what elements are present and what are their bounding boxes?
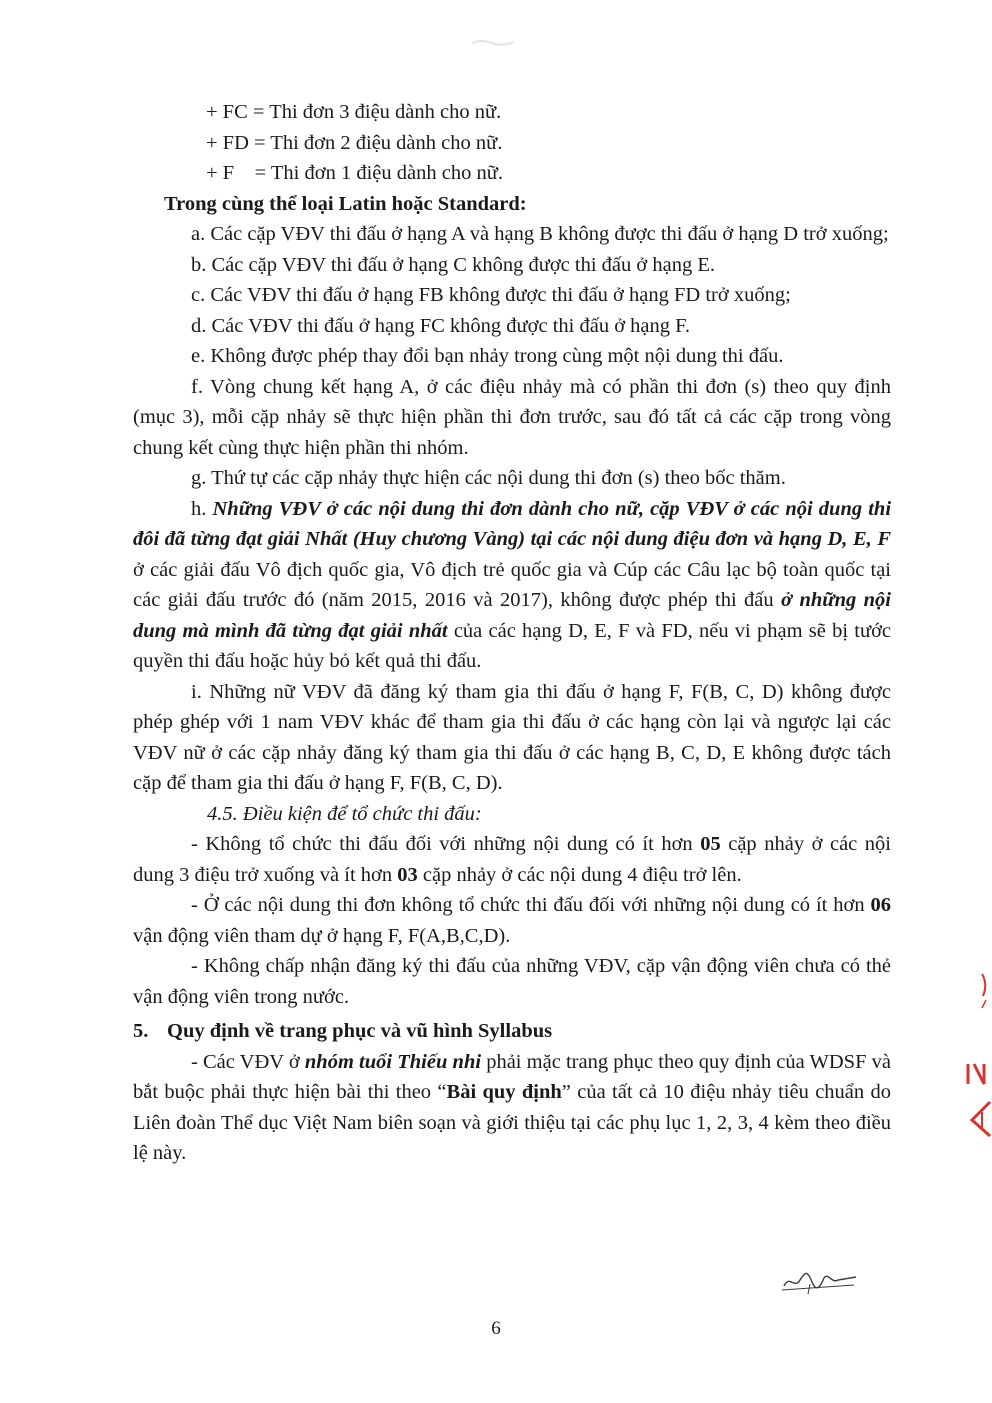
text-run: - Các VĐV ở xyxy=(191,1050,305,1073)
page-content xyxy=(133,97,891,1169)
prescribed-routine-emphasis: Bài quy định xyxy=(446,1081,562,1103)
text-run: cặp nhảy ở các nội dung 3 điệu trở xuống và ít hơn xyxy=(133,833,891,886)
rule-h-text-1: ở các giải đấu Vô địch quốc gia, Vô địch trẻ quốc gia và Cúp các Câu lạc bộ toàn quốc tại các giải đấu trước đó (năm 2015, 2016 và 2017), không được phép thi đấu xyxy=(133,558,891,611)
text-run: vận động viên tham dự ở hạng F, F(A,B,C,D). xyxy=(133,924,511,947)
rule-b: b. Các cặp VĐV thi đấu ở hạng C không được thi đấu ở hạng E. xyxy=(191,253,715,276)
age-group-emphasis: nhóm tuổi Thiếu nhi xyxy=(304,1050,482,1073)
line-f: + F = Thi đơn 1 điệu dành cho nữ. xyxy=(206,162,503,184)
min-athletes-06: 06 xyxy=(870,894,891,916)
rules-heading: Trong cùng thể loại Latin hoặc Standard: xyxy=(164,192,527,215)
rule-h-emphasis-2: ở những nội dung mà mình đã từng đạt giải nhất xyxy=(133,589,891,642)
rule-i: i. Những nữ VĐV đã đăng ký tham gia thi đấu ở hạng F, F(B, C, D) không được phép ghép với 1 nam VĐV khác để tham gia thi đấu ở các hạng còn lại và ngược lại các VĐV nữ ở các cặp nhảy đăng ký tham gia thi đấu ở các hạng B, C, D, E không được tách cặp để tham gia thi đấu ở hạng F, F(B, C, D). xyxy=(133,680,891,794)
section-5-number: 5. xyxy=(133,1020,149,1042)
line-fd: + FD = Thi đơn 2 điệu dành cho nữ. xyxy=(206,131,503,154)
line-fc: + FC = Thi đơn 3 điệu dành cho nữ. xyxy=(206,101,502,123)
rule-a: a. Các cặp VĐV thi đấu ở hạng A và hạng B không được thi đấu ở hạng D trở xuống; xyxy=(191,223,889,245)
min-pairs-03: 03 xyxy=(397,863,418,886)
page-number: 6 xyxy=(491,1318,501,1339)
section-4-5-para-3: - Không chấp nhận đăng ký thi đấu của những VĐV, cặp vận động viên chưa có thẻ vận động viên trong nước. xyxy=(133,955,891,1008)
scan-artifact-mark xyxy=(468,35,518,49)
rule-h-prefix: h. xyxy=(191,497,213,520)
rule-c: c. Các VĐV thi đấu ở hạng FB không được thi đấu ở hạng FD trở xuống; xyxy=(191,284,791,306)
section-5-para-1 xyxy=(133,1047,891,1169)
text-run: phải mặc trang phục theo quy định của WDSF và bắt buộc phải thực hiện bài thi theo “ xyxy=(133,1050,891,1103)
rule-h xyxy=(133,494,891,677)
section-4-5-title: 4.5. Điều kiện để tổ chức thi đấu: xyxy=(207,802,482,825)
section-5-title: Quy định về trang phục và vũ hình Syllabus xyxy=(167,1020,553,1042)
rule-g: g. Thứ tự các cặp nhảy thực hiện các nội dung thi đơn (s) theo bốc thăm. xyxy=(191,467,786,489)
text-run: ” của tất cả 10 điệu nhảy tiêu chuẩn do Liên đoàn Thể dục Việt Nam biên soạn và giới thiệu tại các phụ lục 1, 2, 3, 4 kèm theo điều lệ này. xyxy=(133,1081,892,1164)
min-pairs-05: 05 xyxy=(700,833,721,855)
rule-f: f. Vòng chung kết hạng A, ở các điệu nhảy mà có phần thi đơn (s) theo quy định (mục 3), mỗi cặp nhảy sẽ thực hiện phần thi đơn trước, sau đó tất cả các cặp trong vòng chung kết cùng thực hiện phần thi nhóm. xyxy=(133,375,891,459)
section-4-5-para-1 xyxy=(133,829,891,890)
section-5-heading xyxy=(133,1016,891,1047)
rule-e: e. Không được phép thay đổi bạn nhảy trong cùng một nội dung thi đấu. xyxy=(191,345,784,367)
text-run: - Ở các nội dung thi đơn không tổ chức thi đấu đối với những nội dung có ít hơn xyxy=(191,894,871,916)
section-4-5-para-2 xyxy=(133,890,891,951)
rule-h-emphasis-1: Những VĐV ở các nội dung thi đơn dành cho nữ, cặp VĐV ở các nội dung thi đôi đã từng đạt giải Nhất (Huy chương Vàng) tại các nội dung điệu đơn và hạng D, E, F xyxy=(133,497,892,550)
rule-h-text-2: của các hạng D, E, F và FD, nếu vi phạm sẽ bị tước quyền thi đấu hoặc hủy bỏ kết quả thi đấu. xyxy=(133,619,892,672)
text-run: - Không tổ chức thi đấu đối với những nội dung có ít hơn xyxy=(191,833,701,855)
text-run: cặp nhảy ở các nội dung 4 điệu trở lên. xyxy=(417,863,742,886)
handwritten-signature xyxy=(780,1266,860,1296)
red-stamp-edge xyxy=(962,960,992,1150)
rule-d: d. Các VĐV thi đấu ở hạng FC không được thi đấu ở hạng F. xyxy=(191,314,691,337)
